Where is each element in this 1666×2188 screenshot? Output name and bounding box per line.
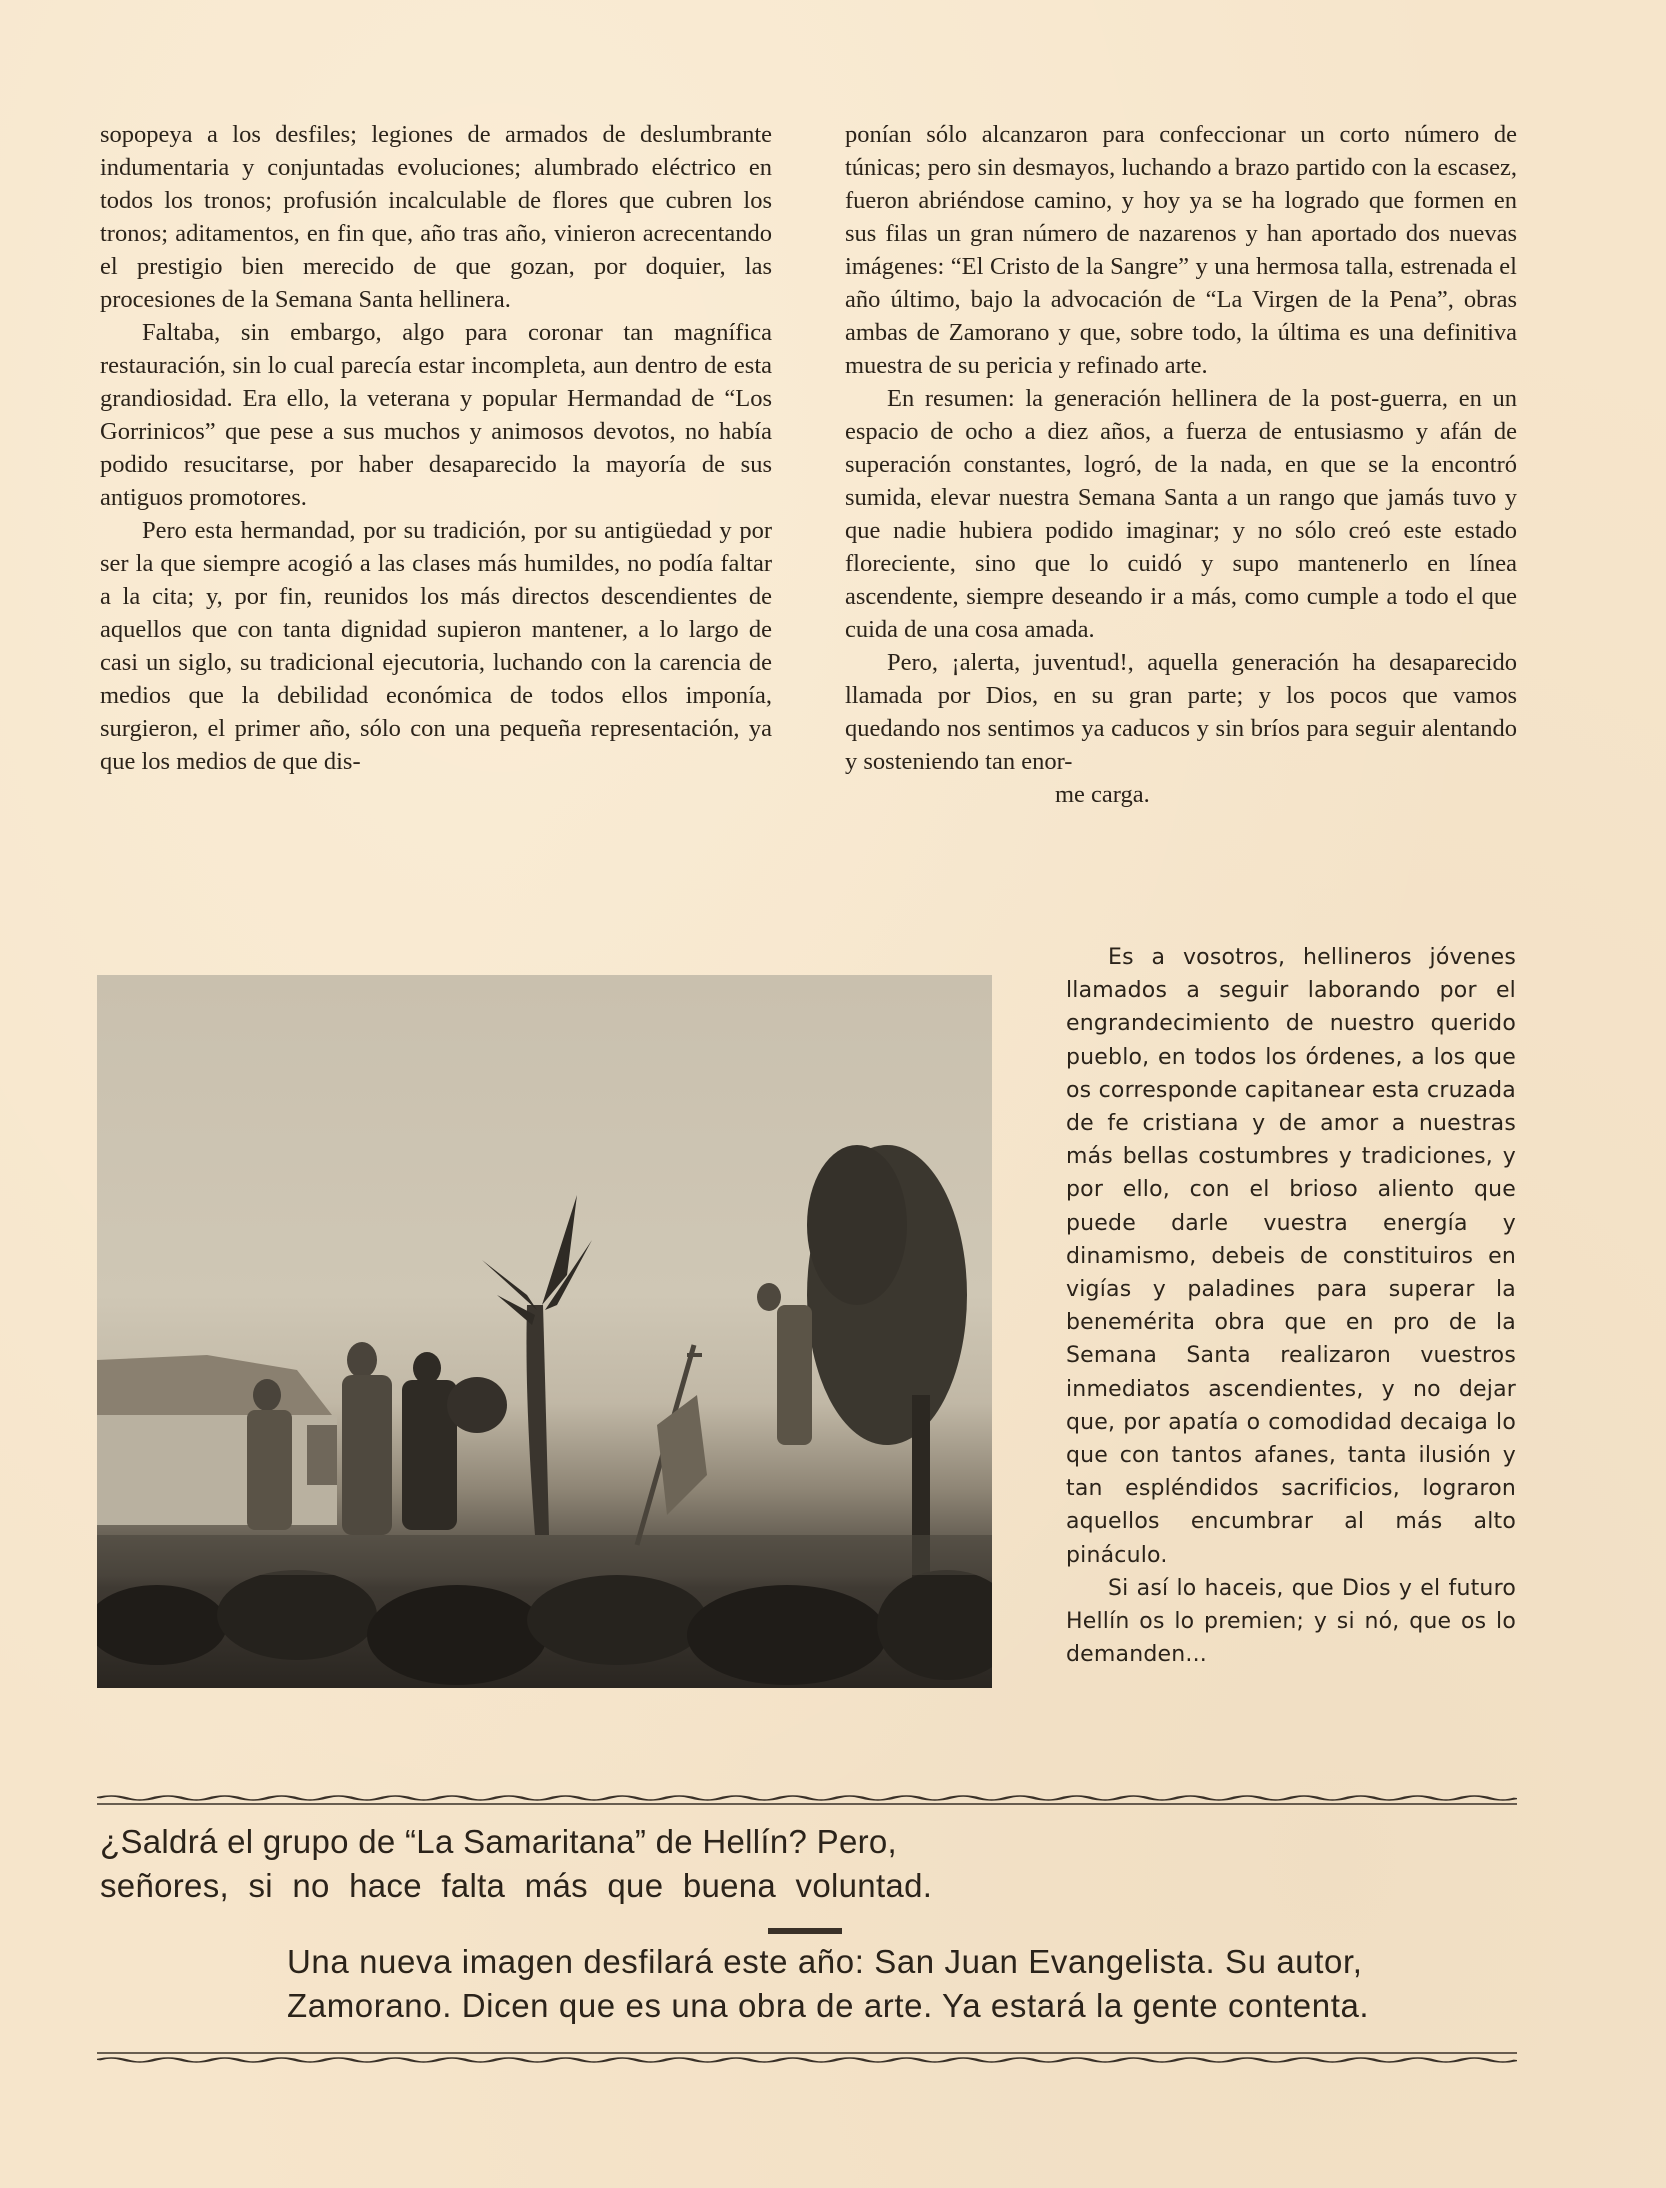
- paragraph: En resumen: la generación hellinera de la post-guerra, en un espacio de ocho a diez años, a fuerza de entusiasmo y afán de superación constantes, logró, de la nada, en que se la encontró sumida, elevar nuestra Semana Santa a un rango que jamás tuvo y que nadie hubiera podido imaginar; y no sólo creó este estado floreciente, sino que lo cuidó y supo mantenerlo en línea ascendente, siempre deseando ir a más, como cumple a todo el que cuida de una cosa amada.: [845, 385, 1517, 643]
- short-dash-separator: [768, 1928, 842, 1934]
- procession-photo: [97, 975, 992, 1688]
- wavy-divider-top: [97, 1793, 1517, 1807]
- paragraph: sopopeya a los desfiles; legiones de armados de deslumbrante indumentaria y conjuntadas evoluciones; alumbrado eléctrico en todos los tronos; profusión incalculable de flores que cubren los tronos; aditamentos, en fin que, año tras año, vinieron acrecentando el prestigio bien merecido de que gozan, por doquier, las procesiones de la Semana Santa hellinera.: [100, 121, 772, 313]
- paragraph: Es a vosotros, hellineros jóvenes llamados a seguir laborando por el engrandecimiento de nuestro querido pueblo, en todos los órdenes, a los que os corresponde capitanear esta cruzada de fe cristiana y de amor a nuestras más bellas costumbres y tradiciones, y por ello, con el brioso aliento que puede darle vuestra energía y dinamismo, debeis de constituiros en vigías y paladines para superar la benemérita obra que en pro de la Semana Santa realizaron vuestros inmediatos ascendientes, y no dejar que, por apatía o comodidad decaiga lo que con tantos afanes, tanta ilusión y tan espléndidos sacrificios, lograron aquellos encumbrar al más alto pináculo.: [1066, 945, 1516, 1568]
- note-line: ¿Saldrá el grupo de “La Samaritana” de Hellín? Pero,: [100, 1823, 898, 1860]
- paragraph: ponían sólo alcanzaron para confeccionar un corto número de túnicas; pero sin desmayos, luchando a brazo partido con la escasez, fueron abriéndose camino, y hoy ya se ha logrado que formen en sus filas un gran número de nazarenos y han aportado dos nuevas imágenes: “El Cristo de la Sangre” y una hermosa talla, estrenada el año último, bajo la advocación de “La Virgen de la Pena”, obras ambas de Zamorano y que, sobre todo, la última es una definitiva muestra de su pericia y refinado arte.: [845, 121, 1517, 379]
- paragraph: Faltaba, sin embargo, algo para coronar tan magnífica restauración, sin lo cual parecía estar incompleta, aun dentro de esta grandiosidad. Era ello, la veterana y popular Hermandad de “Los Gorrinicos” que pese a sus muchos y animosos devotos, no había podido resucitarse, por haber desaparecido la mayoría de sus antiguos promotores.: [100, 319, 772, 511]
- left-text-column: [100, 118, 772, 778]
- narrow-text-column: [1066, 941, 1516, 1671]
- paragraph-trailing-line: me carga.: [1055, 781, 1150, 808]
- note-samaritana: [100, 1820, 1100, 1908]
- right-text-column: [845, 118, 1517, 811]
- paragraph: Pero, ¡alerta, juventud!, aquella generación ha desaparecido llamada por Dios, en su gran parte; y los pocos que vamos quedando nos sentimos ya caducos y sin bríos para seguir alentando y sosteniendo tan enor-: [845, 649, 1517, 775]
- paragraph: Si así lo haceis, que Dios y el futuro Hellín os lo premien; y si nó, que os lo demanden...: [1066, 1575, 1516, 1668]
- paragraph: Pero esta hermandad, por su tradición, por su antigüedad y por ser la que siempre acogió a las clases más humildes, no podía faltar a la cita; y, por fin, reunidos los más directos descendientes de aquellos que con tanta dignidad supieron mantener, a lo largo de casi un siglo, su tradicional ejecutoria, luchando con la carencia de medios que la debilidad económica de todos ellos imponía, surgieron, el primer año, sólo con una pequeña representación, ya que los medios de que dis-: [100, 517, 772, 775]
- note-line: señores, si no hace falta más que buena voluntad.: [100, 1867, 933, 1904]
- note-line: Una nueva imagen desfilará este año: San Juan Evangelista. Su autor,: [287, 1943, 1363, 1980]
- wavy-divider-bottom: [97, 2050, 1517, 2064]
- procession-photo-illustration: [97, 975, 992, 1688]
- note-san-juan: [287, 1940, 1517, 2028]
- note-line: Zamorano. Dicen que es una obra de arte. Ya estará la gente contenta.: [287, 1987, 1370, 2024]
